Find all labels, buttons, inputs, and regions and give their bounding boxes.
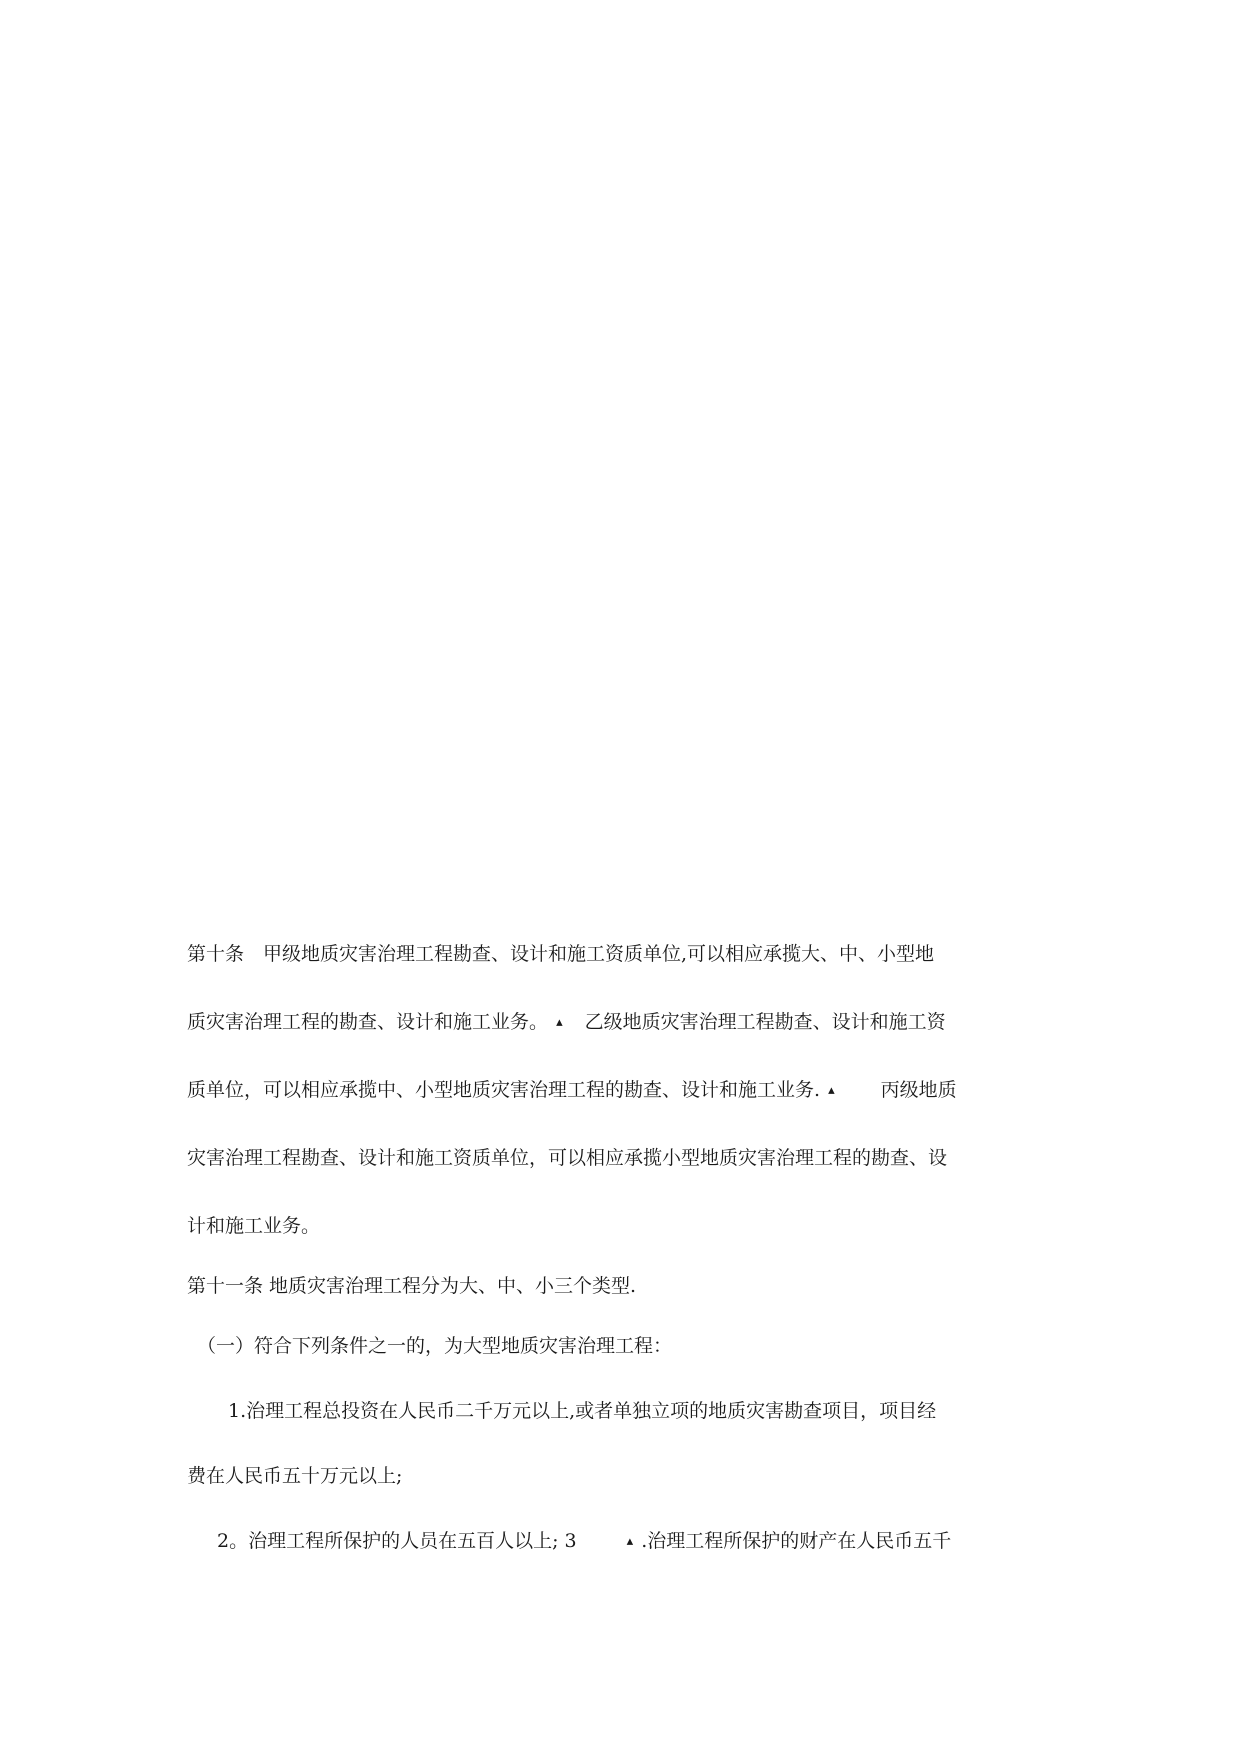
article-11-heading bbox=[187, 1274, 636, 1298]
article-10-line-1 bbox=[187, 942, 934, 966]
text-segment: 灾害治理工程勘查、设计和施工资质单位，可以相应承揽小型地质灾害治理工程的勘查、设 bbox=[187, 1147, 948, 1169]
paragraph-mark-icon: ▴ bbox=[626, 1534, 634, 1549]
text-segment: 质单位，可以相应承揽中、小型地质灾害治理工程的勘查、设计和施工业务. bbox=[187, 1079, 821, 1101]
item-1-line-2 bbox=[187, 1464, 402, 1488]
text-segment: 计和施工业务。 bbox=[187, 1215, 321, 1237]
text-segment: 第十条 甲级地质灾害治理工程勘查、设计和施工资质单位,可以相应承揽大、中、小型地 bbox=[187, 943, 935, 965]
paragraph-mark-icon: ▴ bbox=[828, 1083, 835, 1098]
item-2-line bbox=[217, 1529, 951, 1554]
article-10-line-4 bbox=[187, 1146, 947, 1170]
text-segment: 乙级地质灾害治理工程勘查、设计和施工资 bbox=[584, 1011, 946, 1033]
text-segment: .治理工程所保护的财产在人民币五千 bbox=[641, 1530, 952, 1552]
article-10-line-2 bbox=[187, 1010, 946, 1035]
clause-1-heading bbox=[197, 1334, 672, 1358]
item-1-line-1 bbox=[228, 1399, 936, 1423]
text-segment: 丙级地质 bbox=[880, 1079, 957, 1101]
article-10-line-3 bbox=[187, 1078, 957, 1103]
text-segment: 第十一条 地质灾害治理工程分为大、中、小三个类型. bbox=[187, 1275, 637, 1297]
text-segment: 质灾害治理工程的勘查、设计和施工业务。 bbox=[187, 1011, 549, 1033]
text-segment: 2。治理工程所保护的人员在五百人以上; 3 bbox=[217, 1530, 577, 1552]
paragraph-mark-icon: ▴ bbox=[556, 1015, 563, 1030]
text-segment: 费在人民币五十万元以上; bbox=[187, 1465, 403, 1487]
text-segment: （一）符合下列条件之一的，为大型地质灾害治理工程： bbox=[197, 1335, 673, 1357]
article-10-line-5 bbox=[187, 1214, 320, 1238]
text-segment: 1.治理工程总投资在人民币二千万元以上,或者单独立项的地质灾害勘查项目，项目经 bbox=[228, 1400, 937, 1422]
